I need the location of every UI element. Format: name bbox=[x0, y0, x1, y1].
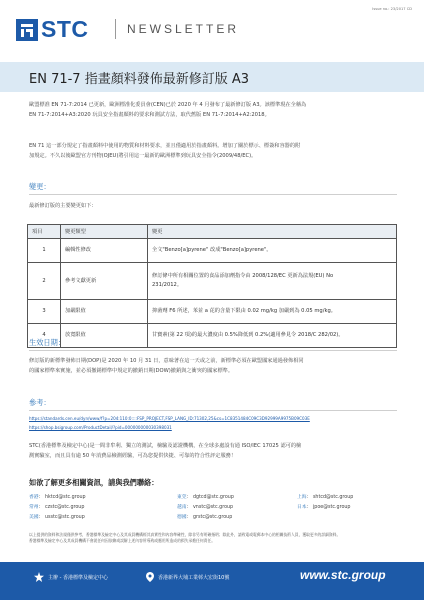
changes-divider bbox=[29, 194, 397, 195]
table-row: 2 參考文獻更新 修訂條中所有相關位置的食品添加劑指令由 2008/128/EC 更新為法規(EU) No 231/2012。 bbox=[28, 263, 397, 300]
table-header-row bbox=[28, 225, 397, 239]
footer-org: 主辦 - 香港標準及檢定中心 bbox=[48, 575, 108, 581]
col-type: 變更類型 bbox=[61, 225, 148, 239]
effective-divider bbox=[29, 350, 397, 351]
effective-heading: 生效日期： bbox=[29, 338, 65, 347]
contact-vn[interactable]: 越南： vnstc@stc.group bbox=[177, 505, 234, 510]
references-heading: 參考： bbox=[29, 398, 51, 407]
changes-table bbox=[27, 224, 397, 348]
contact-jp[interactable]: 日本： jpoe@stc.group bbox=[297, 505, 351, 510]
location-pin-icon bbox=[146, 572, 154, 582]
changes-heading: 變更： bbox=[29, 182, 51, 191]
references-divider bbox=[29, 410, 397, 411]
contact-cz[interactable]: 常州： czstc@stc.group bbox=[29, 505, 85, 510]
stc-logo-icon bbox=[16, 19, 38, 41]
disclaimer: 以上提供的資料和法規僅供參考，香港標準及檢定中心及其成員機構經其真實性和內容準確性，除非另有明確指明；除此外，請致電或電郵本中心的相關技術人員，獲取更多的詳細資料。 香港標準及檢定中心及其成員機構不會就任何因依賴或誤解上述內容所導致或應用所造成的損失承擔任何責任。 bbox=[29, 532, 341, 544]
reference-link-bsi[interactable]: https://shop.bsigroup.com/ProductDetail/?pid=000000000030398031 bbox=[29, 425, 172, 430]
stc-logo-text: STC bbox=[41, 16, 89, 42]
intro-paragraph: 歐盟標准 EN 71-7:2014 已更新，歐洲標准化委員會(CEN)已於 2020 年 4 月發布了最新修訂版 A3。該標準現在全稱為 EN 71-7:2014+A3:2020 玩具安全指畫顏料的要求和測試方法，取代舊版 EN 71-7:2014+A2:2018。 bbox=[29, 102, 307, 118]
page-title: EN 71-7 指畫顏料發佈最新修訂版 A3 bbox=[29, 72, 250, 87]
changes-lead: 最新修訂版的主要變更如下： bbox=[29, 203, 97, 209]
col-item: 項目 bbox=[28, 225, 61, 239]
contact-sh[interactable]: 上海： shtcd@stc.group bbox=[297, 495, 354, 500]
contact-hk[interactable]: 香港： hktcd@stc.group bbox=[29, 495, 86, 500]
table-row: 1 編輯性修改 全文"Benzo[a]pyrene" 改成"Benzo[a]pyrene"。 bbox=[28, 239, 397, 263]
table-row: 4 放寬限值 甘寶素(第 22 項)的最大濃度由 0.5%降低到 0.2%(適用參見令 2018/C 282/02)。 bbox=[28, 324, 397, 348]
contact-us[interactable]: 美國： usstc@stc.group bbox=[29, 515, 85, 520]
about-stc-paragraph: STC(香港標準及檢定中心)是一間非牟利、獨立的測試，檢驗及認證機構，在全球多處設有通 ISO/IEC 17025 認可的檢 測實驗室，而且具有逾 50 年消費品檢測經驗，可為您提供快捷、可靠的符合性評定服務！ bbox=[29, 443, 302, 459]
scope-paragraph: EN 71 這一部分規定了指畫顏料中使用的物質和材料要求，並且僅適用於指畫顏料。增加了關於標示、標簽和容器的附 加規定。不久以後歐盟官方刊物(OJEU)將引用這一最新的歐洲標準到玩具安全指令(2009/48/EC)。 bbox=[29, 143, 301, 159]
contact-dg[interactable]: 東莞： dgtcd@stc.group bbox=[177, 495, 234, 500]
effective-paragraph: 修訂版的新標準發佈日期(DOP)是 2020 年 10 月 31 日，意味著在這一天或之前，新標準必須在歐盟國家通過發佈相同 的國家標準來實施，並必須撤銷標準中規定的撤銷日期(DOW)撤銷與之衝突的國家標準。 bbox=[29, 358, 304, 374]
table-row: 3 加嚴限值 抑菌劑 F6 所述，苯並 a 芘的含量下限由 0.02 mg/kg 加嚴到為 0.05 mg/kg。 bbox=[28, 300, 397, 324]
header-divider bbox=[115, 19, 116, 39]
newsletter-label: NEWSLETTER bbox=[127, 22, 240, 36]
contact-de[interactable]: 德國： grstc@stc.group bbox=[177, 515, 233, 520]
issue-number: Issue no.: 23/2017 CD bbox=[372, 7, 412, 11]
footer-address: 香港新界大埔工業邨大宏街10號 bbox=[158, 575, 230, 581]
contact-title: 如欲了解更多相關資訊，請與我們聯絡： bbox=[29, 478, 159, 487]
star-icon bbox=[34, 572, 44, 582]
reference-link-cen[interactable]: https://standards.cen.eu/dyn/www/f?p=204:110:0::::FSP_PROJECT,FSP_LANG_ID:71302,25&cs=1C8351484C09C3D92999A9975B09C03E bbox=[29, 416, 310, 421]
col-change: 變更 bbox=[148, 225, 397, 239]
footer-website-link[interactable]: www.stc.group bbox=[300, 568, 386, 582]
stc-logo bbox=[16, 16, 89, 43]
